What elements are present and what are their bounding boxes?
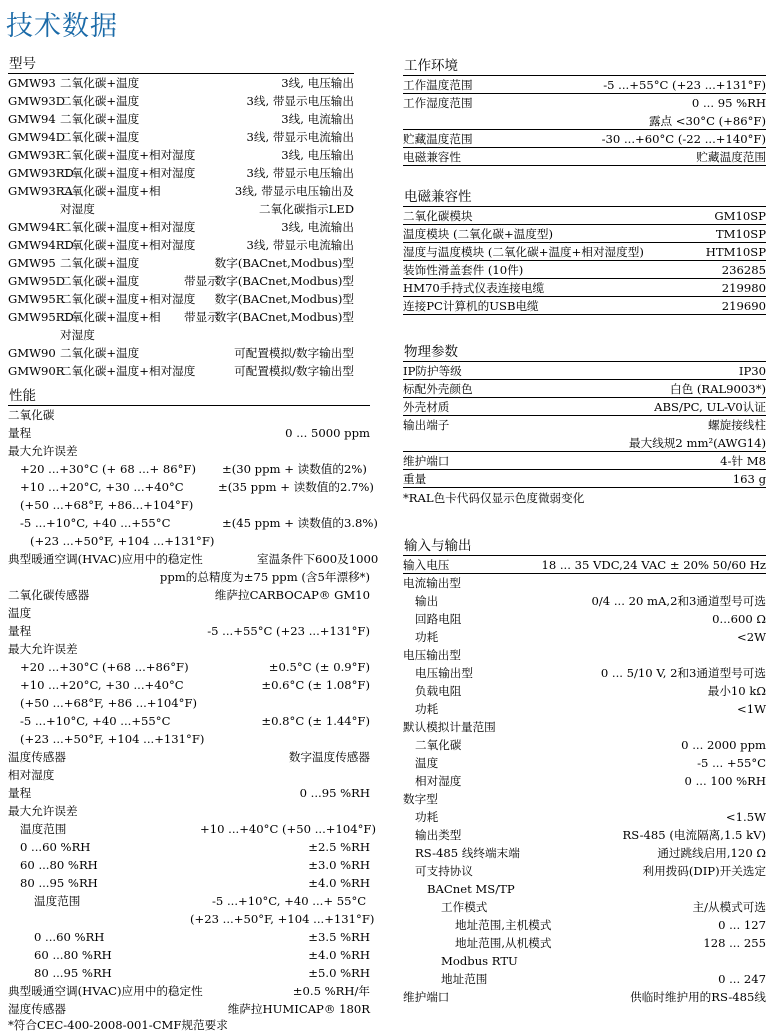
spec-label: 温度 [415,756,439,770]
spec-label: 量程 [8,426,32,440]
spec-row [8,712,370,730]
spec-value: ±0.5 %RH/年 [292,984,370,998]
spec-value: -30 ...+60°C (-22 ...+140°F) [601,132,766,146]
spec-label: 最大允许误差 [8,642,78,656]
model-row [8,182,354,200]
model-row [8,236,354,254]
spec-value: 主/从模式可选 [692,900,766,914]
model-row [8,200,354,218]
spec-label: +20 ...+30°C (+ 68 ...+ 86°F) [20,462,196,476]
spec-row [403,148,766,166]
model-description: 二氧化碳+温度 [60,274,140,288]
spec-row [8,982,370,1000]
spec-label: 二氧化碳 [415,738,462,752]
spec-row [403,130,766,148]
spec-label: 温度传感器 [8,750,66,764]
spec-value: 0 ... 5000 ppm [285,426,370,440]
spec-row [403,880,766,898]
model-description: 二氧化碳+温度+相对湿度 [60,148,196,162]
spec-label: 湿度与温度模块 (二氧化碳+温度+相对湿度型) [403,245,644,259]
spec-row [8,748,370,766]
spec-row [403,207,766,225]
spec-row [403,664,766,682]
model-row [8,164,354,182]
model-description: 二氧化碳+温度+相对湿度 [60,166,196,180]
spec-value: 0 ... 5/10 V, 2和3通道型号可选 [600,666,766,680]
spec-value: 螺旋接线柱 [708,418,766,432]
model-row [8,218,354,236]
spec-value: ±4.0 %RH [308,948,370,962]
model-description: 对湿度 [60,202,95,216]
spec-label: 默认模拟计量范围 [403,720,496,734]
spec-label: 电压输出型 [403,648,461,662]
spec-label: 温度范围 [20,822,67,836]
io-section-title: 输入与输出 [403,537,766,556]
spec-label: 贮藏温度范围 [403,132,473,146]
spec-label: 地址范围,从机模式 [455,936,552,950]
model-row [8,110,354,128]
model-output: 3线, 电流输出 [281,220,354,234]
spec-label: 连接PC计算机的USB电缆 [403,299,539,313]
model-code: GMW95D [8,274,66,288]
physical-section-title: 物理参数 [403,343,766,362]
spec-value: 4-针 M8 [720,454,766,468]
spec-label: +20 ...+30°C (+68 ...+86°F) [20,660,189,674]
spec-row [8,460,370,478]
model-description: 二氧化碳+温度+相对湿度 [60,364,196,378]
spec-row [403,808,766,826]
spec-label: 相对湿度 [8,768,55,782]
environment-section [403,57,766,166]
spec-label: 电磁兼容性 [403,150,461,164]
spec-value: 通过跳线启用,120 Ω [657,846,766,860]
spec-value: 贮藏温度范围 [696,150,766,164]
spec-value: -5 ...+55°C (+23 ...+131°F) [207,624,370,638]
spec-label: 装饰性滑盖套件 (10件) [403,263,524,277]
model-code: GMW94D [8,130,66,144]
spec-row [403,279,766,297]
model-output: 数字(BACnet,Modbus)型 [214,310,354,324]
model-row [8,344,354,362]
spec-value: ±3.5 %RH [308,930,370,944]
physical-section [403,343,766,507]
spec-row [8,874,370,892]
spec-row [403,790,766,808]
model-row [8,272,354,290]
spec-row [403,380,766,398]
spec-row [8,784,370,802]
spec-value: 0 ... 247 [718,972,766,986]
spec-label: 电流输出型 [403,576,461,590]
spec-row [8,532,370,550]
spec-value: 219980 [721,281,766,295]
spec-value: 0...600 Ω [712,612,766,626]
spec-label: 二氧化碳传感器 [8,588,90,602]
model-output: 数字(BACnet,Modbus)型 [214,292,354,306]
physical-table [403,362,766,488]
model-output: 数字(BACnet,Modbus)型 [214,256,354,270]
spec-row [403,754,766,772]
model-display-note: 带显示 [184,310,219,324]
spec-label: BACnet MS/TP [427,882,515,896]
model-display-note: 带显示 [184,274,219,288]
models-section-title: 型号 [8,55,354,74]
model-row [8,362,354,380]
model-output: 3线, 带显示电流输出 [246,130,354,144]
spec-value: GM10SP [714,209,766,223]
model-row [8,128,354,146]
accessories-section [403,188,766,315]
spec-label: +10 ...+20°C, +30 ...+40°C [20,480,184,494]
spec-label: 维护端口 [403,990,450,1004]
spec-row [403,898,766,916]
spec-label: 二氧化碳 [8,408,55,422]
spec-row [8,406,370,424]
spec-label: -5 ...+10°C, +40 ...+55°C [20,714,171,728]
io-table [403,556,766,1006]
model-description: 二氧化碳+温度 [60,112,140,126]
model-output: 可配置模拟/数字输出型 [234,364,354,378]
spec-label: 温度范围 [34,894,81,908]
spec-row [8,496,370,514]
spec-value: RS-485 (电流隔离,1.5 kV) [622,828,766,842]
spec-value: <1W [736,702,766,716]
spec-row [8,928,370,946]
spec-row [8,802,370,820]
spec-row [403,988,766,1006]
spec-row [8,730,370,748]
spec-row [8,568,370,586]
spec-row [403,700,766,718]
spec-label: 地址范围,主机模式 [455,918,552,932]
performance-footnote: *符合CEC-400-2008-001-CMF规范要求 [8,1018,228,1032]
spec-row [403,970,766,988]
spec-row [403,94,766,112]
spec-row [403,916,766,934]
spec-row [8,640,370,658]
spec-value: 163 g [732,472,766,486]
performance-table [8,406,379,1018]
spec-row [8,442,370,460]
spec-value: 128 ... 255 [703,936,766,950]
spec-row [8,964,370,982]
spec-row [403,628,766,646]
spec-row [8,856,370,874]
spec-value: TM10SP [715,227,766,241]
spec-label: 0 ...60 %RH [20,840,91,854]
spec-value: 室温条件下600及1000 [257,552,379,566]
spec-value: ±3.0 %RH [308,858,370,872]
spec-value: ±4.0 %RH [308,876,370,890]
spec-label: 工作模式 [441,900,488,914]
spec-label: 输出类型 [415,828,462,842]
model-code: GMW90 [8,346,56,360]
model-row [8,326,354,344]
spec-label: 典型暖通空调(HVAC)应用中的稳定性 [8,552,203,566]
spec-value: 0 ... 100 %RH [684,774,766,788]
spec-value: ±(45 ppm + 读数值的3.8%) [222,516,378,530]
spec-value: IP30 [738,364,766,378]
spec-row [403,434,766,452]
spec-value: 白色 (RAL9003*) [669,382,766,396]
spec-value: 236285 [721,263,766,277]
spec-row [8,1000,370,1018]
model-description: 二氧化碳+温度+相 [60,310,161,324]
spec-value: +10 ...+40°C (+50 ...+104°F) [200,822,376,836]
models-section [8,55,354,380]
spec-value: 维萨拉HUMICAP® 180R [227,1002,370,1016]
spec-value: ppm的总精度为±75 ppm (含5年漂移*) [159,570,370,584]
performance-section-title: 性能 [8,387,370,406]
spec-label: 功耗 [415,810,439,824]
spec-row [8,910,375,928]
spec-value: -5 ...+55°C (+23 ...+131°F) [603,78,766,92]
model-output: 3线, 电压输出 [281,148,354,162]
model-code: GMW93RD [8,166,74,180]
model-row [8,290,354,308]
spec-row [403,862,766,880]
spec-row [403,844,766,862]
model-code: GMW93RA [8,184,73,198]
spec-label: -5 ...+10°C, +40 ...+55°C [20,516,171,530]
model-row [8,308,354,326]
spec-label: 标配外壳颜色 [403,382,473,396]
spec-row [8,604,370,622]
spec-label: 最大允许误差 [8,444,78,458]
spec-value: 0/4 ... 20 mA,2和3通道型号可选 [591,594,766,608]
spec-value: 维萨拉CARBOCAP® GM10 [214,588,370,602]
spec-row [403,470,766,488]
model-description: 二氧化碳+温度+相对湿度 [60,238,196,252]
spec-label: 可支持协议 [415,864,473,878]
model-output: 3线, 带显示电流输出 [246,238,354,252]
spec-row [403,556,766,574]
spec-label: 重量 [403,472,427,486]
spec-row [8,586,370,604]
spec-value: ±0.8°C (± 1.44°F) [261,714,370,728]
spec-row [8,766,370,784]
spec-row [8,424,370,442]
spec-value: 利用拨码(DIP)开关选定 [642,864,766,878]
model-code: GMW93D [8,94,66,108]
spec-label: 工作温度范围 [403,78,473,92]
model-description: 二氧化碳+温度+相 [60,184,161,198]
model-row [8,254,354,272]
spec-label: 典型暖通空调(HVAC)应用中的稳定性 [8,984,203,998]
model-code: GMW90R [8,364,65,378]
spec-label: 地址范围 [441,972,488,986]
model-description: 二氧化碳+温度 [60,94,140,108]
spec-row [403,112,766,130]
spec-row [403,592,766,610]
model-output: 二氧化碳指示LED [258,202,354,216]
spec-value: ±0.5°C (± 0.9°F) [268,660,370,674]
spec-label: (+50 ...+68°F, +86...+104°F) [20,498,194,512]
spec-label: 维护端口 [403,454,450,468]
spec-row [403,934,766,952]
spec-row [8,478,374,496]
page-title: 技术数据 [6,11,118,42]
model-row [8,146,354,164]
spec-label: 数字型 [403,792,438,806]
spec-label: RS-485 线终端末端 [415,846,520,860]
model-output: 3线, 电流输出 [281,112,354,126]
spec-value: (+23 ...+50°F, +104 ...+131°F) [190,912,375,926]
model-description: 对湿度 [60,328,95,342]
spec-row [403,610,766,628]
spec-row [8,946,370,964]
spec-value: 露点 <30°C (+86°F) [648,114,766,128]
spec-label: +10 ...+20°C, +30 ...+40°C [20,678,184,692]
spec-label: 输入电压 [403,558,450,572]
model-code: GMW93 [8,76,56,90]
spec-row [8,838,370,856]
spec-row [403,682,766,700]
spec-label: 60 ...80 %RH [20,858,98,872]
spec-value: ±(30 ppm + 读数值的2%) [222,462,367,476]
spec-value: -5 ...+10°C, +40 ...+ 55°C [212,894,367,908]
spec-label: 80 ...95 %RH [34,966,112,980]
spec-row [403,362,766,380]
model-output: 3线, 带显示电压输出及 [234,184,354,198]
spec-label: HM70手持式仪表连接电缆 [403,281,545,295]
performance-section [8,387,379,1034]
spec-label: 0 ...60 %RH [34,930,105,944]
spec-row [8,892,370,910]
spec-label: Modbus RTU [441,954,518,968]
spec-value: 0 ... 2000 ppm [681,738,766,752]
spec-label: 功耗 [415,702,439,716]
physical-footnote: *RAL色卡代码仅显示色度微弱变化 [403,491,585,505]
model-description: 二氧化碳+温度+相对湿度 [60,220,196,234]
model-output: 3线, 带显示电压输出 [246,166,354,180]
model-description: 二氧化碳+温度+相对湿度 [60,292,196,306]
spec-label: 工作湿度范围 [403,96,473,110]
spec-label: 80 ...95 %RH [20,876,98,890]
spec-row [403,398,766,416]
spec-row [8,676,370,694]
model-code: GMW94 [8,112,56,126]
spec-value: ±(35 ppm + 读数值的2.7%) [218,480,374,494]
model-code: GMW93R [8,148,65,162]
spec-value: ±5.0 %RH [308,966,370,980]
spec-value: 219690 [721,299,766,313]
spec-row [403,826,766,844]
model-code: GMW95R [8,292,65,306]
spec-label: 输出端子 [403,418,450,432]
spec-row [403,297,766,315]
spec-label: 温度 [8,606,32,620]
spec-value: 0 ... 95 %RH [691,96,766,110]
accessories-section-title: 电磁兼容性 [403,188,766,207]
spec-label: 输出 [415,594,439,608]
spec-row [403,243,766,261]
spec-row [403,646,766,664]
spec-row [403,772,766,790]
spec-value: 0 ...95 %RH [299,786,370,800]
spec-value: 最小10 kΩ [707,684,766,698]
spec-value: ±2.5 %RH [308,840,370,854]
spec-row [403,952,766,970]
spec-label: 回路电阻 [415,612,462,626]
spec-value: ABS/PC, UL-V0认证 [654,400,766,414]
spec-row [403,225,766,243]
spec-label: 相对湿度 [415,774,462,788]
model-row [8,92,354,110]
models-table [8,74,354,380]
spec-label: 功耗 [415,630,439,644]
spec-row [8,622,370,640]
spec-label: 负载电阻 [415,684,462,698]
spec-row [403,574,766,592]
spec-label: 外壳材质 [403,400,450,414]
model-code: GMW95RD [8,310,74,324]
model-code: GMW94R [8,220,65,234]
spec-label: 温度模块 (二氧化碳+温度型) [403,227,553,241]
spec-label: 电压输出型 [415,666,473,680]
spec-value: HTM10SP [705,245,766,259]
spec-row [403,718,766,736]
spec-label: 湿度传感器 [8,1002,66,1016]
spec-label: IP防护等级 [403,364,462,378]
environment-section-title: 工作环境 [403,57,766,76]
spec-label: (+50 ...+68°F, +86 ...+104°F) [20,696,198,710]
io-section [403,537,766,1006]
model-description: 二氧化碳+温度 [60,130,140,144]
spec-row [403,261,766,279]
environment-table [403,76,766,166]
model-output: 可配置模拟/数字输出型 [234,346,354,360]
spec-value: 供临时维护用的RS-485线 [630,990,766,1004]
spec-value: ±0.6°C (± 1.08°F) [261,678,370,692]
model-code: GMW94RD [8,238,74,252]
spec-label: 60 ...80 %RH [34,948,112,962]
spec-label: 最大允许误差 [8,804,78,818]
accessories-table [403,207,766,315]
spec-value: 0 ... 127 [718,918,766,932]
spec-row [8,658,370,676]
spec-row [403,736,766,754]
model-description: 二氧化碳+温度 [60,76,140,90]
spec-label: (+23 ...+50°F, +104 ...+131°F) [20,732,205,746]
spec-label: (+23 ...+50°F, +104 ...+131°F) [30,534,215,548]
model-description: 二氧化碳+温度 [60,256,140,270]
model-output: 3线, 带显示电压输出 [246,94,354,108]
spec-row [403,452,766,470]
model-output: 数字(BACnet,Modbus)型 [214,274,354,288]
spec-value: 数字温度传感器 [288,750,370,764]
spec-label: 量程 [8,624,32,638]
model-description: 二氧化碳+温度 [60,346,140,360]
spec-value: <1.5W [725,810,766,824]
spec-label: 量程 [8,786,32,800]
spec-value: -5 ... +55°C [697,756,766,770]
spec-row [403,416,766,434]
spec-value: <2W [736,630,766,644]
spec-row [8,514,378,532]
spec-label: 二氧化碳模块 [403,209,473,223]
spec-value: 最大线规2 mm²(AWG14) [629,436,766,450]
model-output: 3线, 电压输出 [281,76,354,90]
spec-row [8,550,379,568]
model-code: GMW95 [8,256,56,270]
spec-row [8,694,370,712]
spec-row [8,820,376,838]
model-row [8,74,354,92]
spec-value: 18 ... 35 VDC,24 VAC ± 20% 50/60 Hz [541,558,766,572]
spec-row [403,76,766,94]
